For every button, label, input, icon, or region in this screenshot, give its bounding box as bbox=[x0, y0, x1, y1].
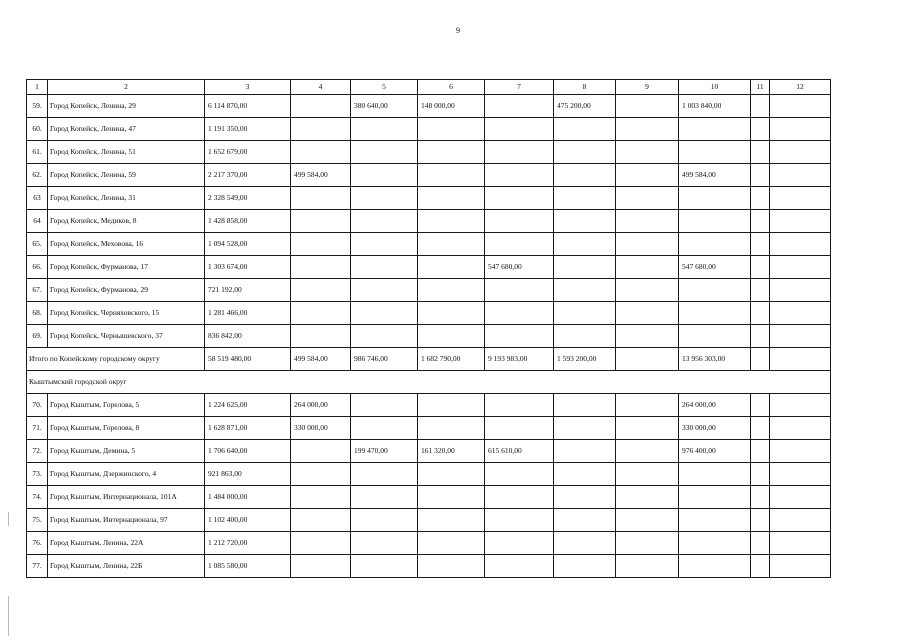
amount-cell: 615 610,00 bbox=[485, 440, 554, 463]
column-number-5: 5 bbox=[351, 80, 418, 95]
amount-cell bbox=[554, 440, 616, 463]
table-row bbox=[27, 509, 831, 532]
amount-cell bbox=[351, 486, 418, 509]
amount-cell bbox=[418, 118, 485, 141]
row-number: 66. bbox=[27, 256, 48, 279]
address-cell: Город Кыштым, Горелова, 5 bbox=[48, 394, 205, 417]
amount-cell bbox=[751, 394, 770, 417]
amount-cell bbox=[616, 532, 679, 555]
amount-cell bbox=[485, 141, 554, 164]
amount-cell: 499 584,00 bbox=[291, 164, 351, 187]
amount-cell bbox=[351, 555, 418, 578]
amount-cell bbox=[770, 509, 831, 532]
amount-cell: 199 470,00 bbox=[351, 440, 418, 463]
column-number-1: 1 bbox=[27, 80, 48, 95]
amount-cell bbox=[418, 210, 485, 233]
amount-cell: 161 320,00 bbox=[418, 440, 485, 463]
amount-cell: 1 212 720,00 bbox=[205, 532, 291, 555]
amount-cell bbox=[291, 256, 351, 279]
amount-cell bbox=[485, 555, 554, 578]
amount-cell: 13 956 303,00 bbox=[679, 348, 751, 371]
table-row bbox=[27, 279, 831, 302]
amount-cell bbox=[351, 302, 418, 325]
amount-cell bbox=[751, 164, 770, 187]
amount-cell: 330 000,00 bbox=[291, 417, 351, 440]
amount-cell bbox=[751, 302, 770, 325]
amount-cell bbox=[351, 532, 418, 555]
amount-cell bbox=[770, 256, 831, 279]
amount-cell bbox=[616, 555, 679, 578]
amount-cell bbox=[616, 417, 679, 440]
amount-cell bbox=[751, 555, 770, 578]
amount-cell bbox=[770, 187, 831, 210]
row-number: 71. bbox=[27, 417, 48, 440]
amount-cell bbox=[418, 325, 485, 348]
amount-cell bbox=[485, 164, 554, 187]
amount-cell bbox=[418, 233, 485, 256]
section-row bbox=[27, 371, 831, 394]
amount-cell bbox=[616, 141, 679, 164]
amount-cell bbox=[751, 417, 770, 440]
amount-cell bbox=[554, 279, 616, 302]
amount-cell bbox=[291, 233, 351, 256]
amount-cell bbox=[554, 210, 616, 233]
amount-cell bbox=[770, 210, 831, 233]
amount-cell bbox=[679, 302, 751, 325]
column-number-8: 8 bbox=[554, 80, 616, 95]
amount-cell bbox=[616, 95, 679, 118]
amount-cell bbox=[485, 210, 554, 233]
amount-cell bbox=[770, 233, 831, 256]
row-number: 76. bbox=[27, 532, 48, 555]
amount-cell bbox=[554, 256, 616, 279]
amount-cell bbox=[351, 463, 418, 486]
table-row bbox=[27, 95, 831, 118]
column-number-7: 7 bbox=[485, 80, 554, 95]
column-number-11: 11 bbox=[751, 80, 770, 95]
amount-cell bbox=[485, 486, 554, 509]
column-number-6: 6 bbox=[418, 80, 485, 95]
address-cell: Город Кыштым, Ленина, 22Б bbox=[48, 555, 205, 578]
amount-cell bbox=[485, 509, 554, 532]
amount-cell bbox=[616, 394, 679, 417]
amount-cell bbox=[485, 95, 554, 118]
amount-cell: 1 628 871,00 bbox=[205, 417, 291, 440]
amount-cell bbox=[554, 233, 616, 256]
row-number: 77. bbox=[27, 555, 48, 578]
amount-cell bbox=[291, 187, 351, 210]
amount-cell bbox=[554, 118, 616, 141]
amount-cell bbox=[418, 417, 485, 440]
table-row bbox=[27, 325, 831, 348]
amount-cell bbox=[485, 187, 554, 210]
row-number: 63 bbox=[27, 187, 48, 210]
amount-cell bbox=[351, 279, 418, 302]
amount-cell bbox=[616, 440, 679, 463]
amount-cell bbox=[351, 187, 418, 210]
amount-cell: 976 400,00 bbox=[679, 440, 751, 463]
table-row bbox=[27, 555, 831, 578]
amount-cell bbox=[554, 509, 616, 532]
amount-cell bbox=[554, 394, 616, 417]
amount-cell: 836 842,00 bbox=[205, 325, 291, 348]
table-row bbox=[27, 463, 831, 486]
amount-cell bbox=[418, 532, 485, 555]
amount-cell bbox=[554, 532, 616, 555]
table-row bbox=[27, 486, 831, 509]
amount-cell: 721 192,00 bbox=[205, 279, 291, 302]
amount-cell bbox=[770, 95, 831, 118]
column-number-10: 10 bbox=[679, 80, 751, 95]
amount-cell bbox=[554, 486, 616, 509]
table-row bbox=[27, 233, 831, 256]
amount-cell bbox=[679, 210, 751, 233]
address-cell: Город Кыштым, Интернационала, 101А bbox=[48, 486, 205, 509]
amount-cell: 1 682 790,00 bbox=[418, 348, 485, 371]
amount-cell bbox=[418, 164, 485, 187]
amount-cell bbox=[751, 325, 770, 348]
table-row bbox=[27, 210, 831, 233]
amount-cell bbox=[291, 279, 351, 302]
amount-cell: 264 000,00 bbox=[291, 394, 351, 417]
amount-cell bbox=[770, 555, 831, 578]
row-number: 68. bbox=[27, 302, 48, 325]
amount-cell bbox=[351, 233, 418, 256]
amount-cell bbox=[351, 325, 418, 348]
amount-cell bbox=[751, 463, 770, 486]
address-cell: Город Копейск, Ленина, 47 bbox=[48, 118, 205, 141]
amount-cell bbox=[751, 118, 770, 141]
address-cell: Город Копейск, Ленина, 59 bbox=[48, 164, 205, 187]
row-number: 64 bbox=[27, 210, 48, 233]
table-row bbox=[27, 164, 831, 187]
amount-cell bbox=[351, 417, 418, 440]
amount-cell bbox=[679, 141, 751, 164]
amount-cell bbox=[770, 302, 831, 325]
amount-cell: 148 000,00 bbox=[418, 95, 485, 118]
amount-cell: 1 652 679,00 bbox=[205, 141, 291, 164]
amount-cell bbox=[485, 463, 554, 486]
address-cell: Город Копейск, Ленина, 29 bbox=[48, 95, 205, 118]
amount-cell bbox=[616, 325, 679, 348]
row-number: 61. bbox=[27, 141, 48, 164]
amount-cell bbox=[770, 348, 831, 371]
table-row bbox=[27, 394, 831, 417]
header-row bbox=[27, 80, 831, 95]
amount-cell bbox=[485, 394, 554, 417]
amount-cell bbox=[351, 394, 418, 417]
amount-cell bbox=[751, 348, 770, 371]
amount-cell bbox=[679, 187, 751, 210]
table-row bbox=[27, 302, 831, 325]
amount-cell bbox=[485, 532, 554, 555]
amount-cell bbox=[351, 509, 418, 532]
amount-cell bbox=[616, 509, 679, 532]
row-number: 74. bbox=[27, 486, 48, 509]
amount-cell bbox=[679, 233, 751, 256]
amount-cell bbox=[554, 463, 616, 486]
amount-cell bbox=[291, 302, 351, 325]
amount-cell bbox=[418, 141, 485, 164]
amount-cell bbox=[351, 118, 418, 141]
amount-cell bbox=[751, 532, 770, 555]
amount-cell: 380 640,00 bbox=[351, 95, 418, 118]
address-cell: Город Копейск, Меховова, 16 bbox=[48, 233, 205, 256]
amount-cell bbox=[291, 141, 351, 164]
scan-mark bbox=[8, 596, 9, 636]
amount-cell: 6 114 870,00 bbox=[205, 95, 291, 118]
amount-cell bbox=[485, 302, 554, 325]
amount-cell bbox=[770, 141, 831, 164]
amount-cell: 547 680,00 bbox=[485, 256, 554, 279]
column-number-4: 4 bbox=[291, 80, 351, 95]
amount-cell: 1 303 674,00 bbox=[205, 256, 291, 279]
amount-cell bbox=[291, 532, 351, 555]
address-cell: Город Копейск, Фурманова, 29 bbox=[48, 279, 205, 302]
amount-cell bbox=[679, 509, 751, 532]
table-row bbox=[27, 417, 831, 440]
amount-cell: 1 094 528,00 bbox=[205, 233, 291, 256]
amount-cell: 2 217 370,00 bbox=[205, 164, 291, 187]
amount-cell bbox=[291, 210, 351, 233]
amount-cell bbox=[679, 555, 751, 578]
amount-cell bbox=[554, 187, 616, 210]
amount-cell bbox=[291, 95, 351, 118]
amount-cell bbox=[770, 118, 831, 141]
amount-cell bbox=[351, 141, 418, 164]
section-label: Кыштымский городской округ bbox=[27, 371, 831, 394]
address-cell: Город Копейск, Ленина, 31 bbox=[48, 187, 205, 210]
amount-cell bbox=[751, 95, 770, 118]
address-cell: Город Копейск, Ленина, 51 bbox=[48, 141, 205, 164]
amount-cell bbox=[554, 302, 616, 325]
amount-cell bbox=[679, 279, 751, 302]
table-row bbox=[27, 118, 831, 141]
row-number: 60. bbox=[27, 118, 48, 141]
row-number: 73. bbox=[27, 463, 48, 486]
amount-cell bbox=[751, 509, 770, 532]
row-number: 72. bbox=[27, 440, 48, 463]
amount-cell bbox=[418, 555, 485, 578]
amount-cell bbox=[616, 348, 679, 371]
address-cell: Город Копейск, Чернышевского, 37 bbox=[48, 325, 205, 348]
column-number-12: 12 bbox=[770, 80, 831, 95]
row-number: 70. bbox=[27, 394, 48, 417]
amount-cell bbox=[751, 256, 770, 279]
amount-cell bbox=[554, 325, 616, 348]
amount-cell bbox=[418, 279, 485, 302]
amount-cell bbox=[554, 417, 616, 440]
amount-cell bbox=[770, 532, 831, 555]
amount-cell bbox=[616, 164, 679, 187]
address-cell: Город Кыштым, Ленина, 22А bbox=[48, 532, 205, 555]
address-cell: Город Копейск, Фурманова, 17 bbox=[48, 256, 205, 279]
amount-cell bbox=[291, 555, 351, 578]
row-number: 67. bbox=[27, 279, 48, 302]
row-number: 65. bbox=[27, 233, 48, 256]
amount-cell bbox=[616, 210, 679, 233]
amount-cell bbox=[616, 279, 679, 302]
amount-cell bbox=[770, 463, 831, 486]
column-number-2: 2 bbox=[48, 80, 205, 95]
amount-cell: 1 428 858,00 bbox=[205, 210, 291, 233]
amount-cell bbox=[418, 187, 485, 210]
amount-cell bbox=[770, 394, 831, 417]
funding-table bbox=[26, 79, 831, 578]
row-number: 75. bbox=[27, 509, 48, 532]
amount-cell: 499 584,00 bbox=[291, 348, 351, 371]
amount-cell bbox=[291, 486, 351, 509]
amount-cell bbox=[679, 486, 751, 509]
amount-cell bbox=[485, 417, 554, 440]
amount-cell: 264 000,00 bbox=[679, 394, 751, 417]
amount-cell bbox=[351, 164, 418, 187]
column-number-9: 9 bbox=[616, 80, 679, 95]
amount-cell bbox=[770, 486, 831, 509]
amount-cell bbox=[291, 509, 351, 532]
amount-cell: 58 519 480,00 bbox=[205, 348, 291, 371]
amount-cell bbox=[770, 164, 831, 187]
amount-cell bbox=[418, 486, 485, 509]
amount-cell bbox=[351, 256, 418, 279]
amount-cell bbox=[418, 394, 485, 417]
amount-cell bbox=[291, 440, 351, 463]
total-label: Итого по Копейскому городскому округу bbox=[27, 348, 205, 371]
total-row bbox=[27, 348, 831, 371]
amount-cell bbox=[770, 440, 831, 463]
amount-cell bbox=[616, 463, 679, 486]
amount-cell bbox=[485, 279, 554, 302]
amount-cell: 2 328 549,00 bbox=[205, 187, 291, 210]
amount-cell: 547 680,00 bbox=[679, 256, 751, 279]
amount-cell bbox=[554, 141, 616, 164]
amount-cell: 1 085 580,00 bbox=[205, 555, 291, 578]
amount-cell: 330 000,00 bbox=[679, 417, 751, 440]
amount-cell bbox=[616, 187, 679, 210]
table-row bbox=[27, 532, 831, 555]
amount-cell: 1 706 640,00 bbox=[205, 440, 291, 463]
address-cell: Город Кыштым, Дзержинского, 4 bbox=[48, 463, 205, 486]
amount-cell bbox=[418, 463, 485, 486]
table-row bbox=[27, 256, 831, 279]
amount-cell bbox=[616, 256, 679, 279]
amount-cell: 9 193 983,00 bbox=[485, 348, 554, 371]
amount-cell: 1 191 350,00 bbox=[205, 118, 291, 141]
amount-cell bbox=[679, 325, 751, 348]
amount-cell: 1 003 840,00 bbox=[679, 95, 751, 118]
amount-cell bbox=[291, 463, 351, 486]
row-number: 69. bbox=[27, 325, 48, 348]
amount-cell: 986 746,00 bbox=[351, 348, 418, 371]
amount-cell bbox=[351, 210, 418, 233]
amount-cell: 1 102 400,00 bbox=[205, 509, 291, 532]
amount-cell bbox=[751, 210, 770, 233]
row-number: 59. bbox=[27, 95, 48, 118]
amount-cell bbox=[679, 532, 751, 555]
amount-cell bbox=[679, 118, 751, 141]
amount-cell bbox=[485, 325, 554, 348]
amount-cell: 1 484 000,00 bbox=[205, 486, 291, 509]
amount-cell bbox=[485, 233, 554, 256]
amount-cell: 1 593 200,00 bbox=[554, 348, 616, 371]
amount-cell bbox=[679, 463, 751, 486]
amount-cell bbox=[418, 302, 485, 325]
table-row bbox=[27, 187, 831, 210]
page-number: 9 bbox=[456, 26, 460, 35]
amount-cell bbox=[751, 141, 770, 164]
amount-cell bbox=[751, 233, 770, 256]
address-cell: Город Кыштым, Интернационала, 97 bbox=[48, 509, 205, 532]
table-row bbox=[27, 141, 831, 164]
amount-cell bbox=[554, 555, 616, 578]
amount-cell: 921 863,00 bbox=[205, 463, 291, 486]
amount-cell bbox=[485, 118, 554, 141]
amount-cell: 499 584,00 bbox=[679, 164, 751, 187]
amount-cell bbox=[291, 325, 351, 348]
address-cell: Город Кыштым, Горелова, 8 bbox=[48, 417, 205, 440]
column-number-3: 3 bbox=[205, 80, 291, 95]
amount-cell bbox=[770, 279, 831, 302]
amount-cell bbox=[751, 187, 770, 210]
amount-cell bbox=[616, 118, 679, 141]
row-number: 62. bbox=[27, 164, 48, 187]
address-cell: Город Копейск, Медиков, 8 bbox=[48, 210, 205, 233]
scan-mark bbox=[8, 512, 9, 526]
amount-cell bbox=[751, 279, 770, 302]
amount-cell bbox=[418, 509, 485, 532]
table-row bbox=[27, 440, 831, 463]
amount-cell bbox=[751, 440, 770, 463]
amount-cell bbox=[616, 233, 679, 256]
address-cell: Город Копейск, Черняховского, 15 bbox=[48, 302, 205, 325]
amount-cell bbox=[616, 486, 679, 509]
amount-cell bbox=[291, 118, 351, 141]
address-cell: Город Кыштым, Демина, 5 bbox=[48, 440, 205, 463]
amount-cell bbox=[418, 256, 485, 279]
table-body bbox=[27, 80, 831, 578]
amount-cell: 475 200,00 bbox=[554, 95, 616, 118]
amount-cell bbox=[616, 302, 679, 325]
amount-cell: 1 281 466,00 bbox=[205, 302, 291, 325]
amount-cell bbox=[770, 417, 831, 440]
amount-cell bbox=[770, 325, 831, 348]
amount-cell bbox=[751, 486, 770, 509]
amount-cell bbox=[554, 164, 616, 187]
amount-cell: 1 224 625,00 bbox=[205, 394, 291, 417]
